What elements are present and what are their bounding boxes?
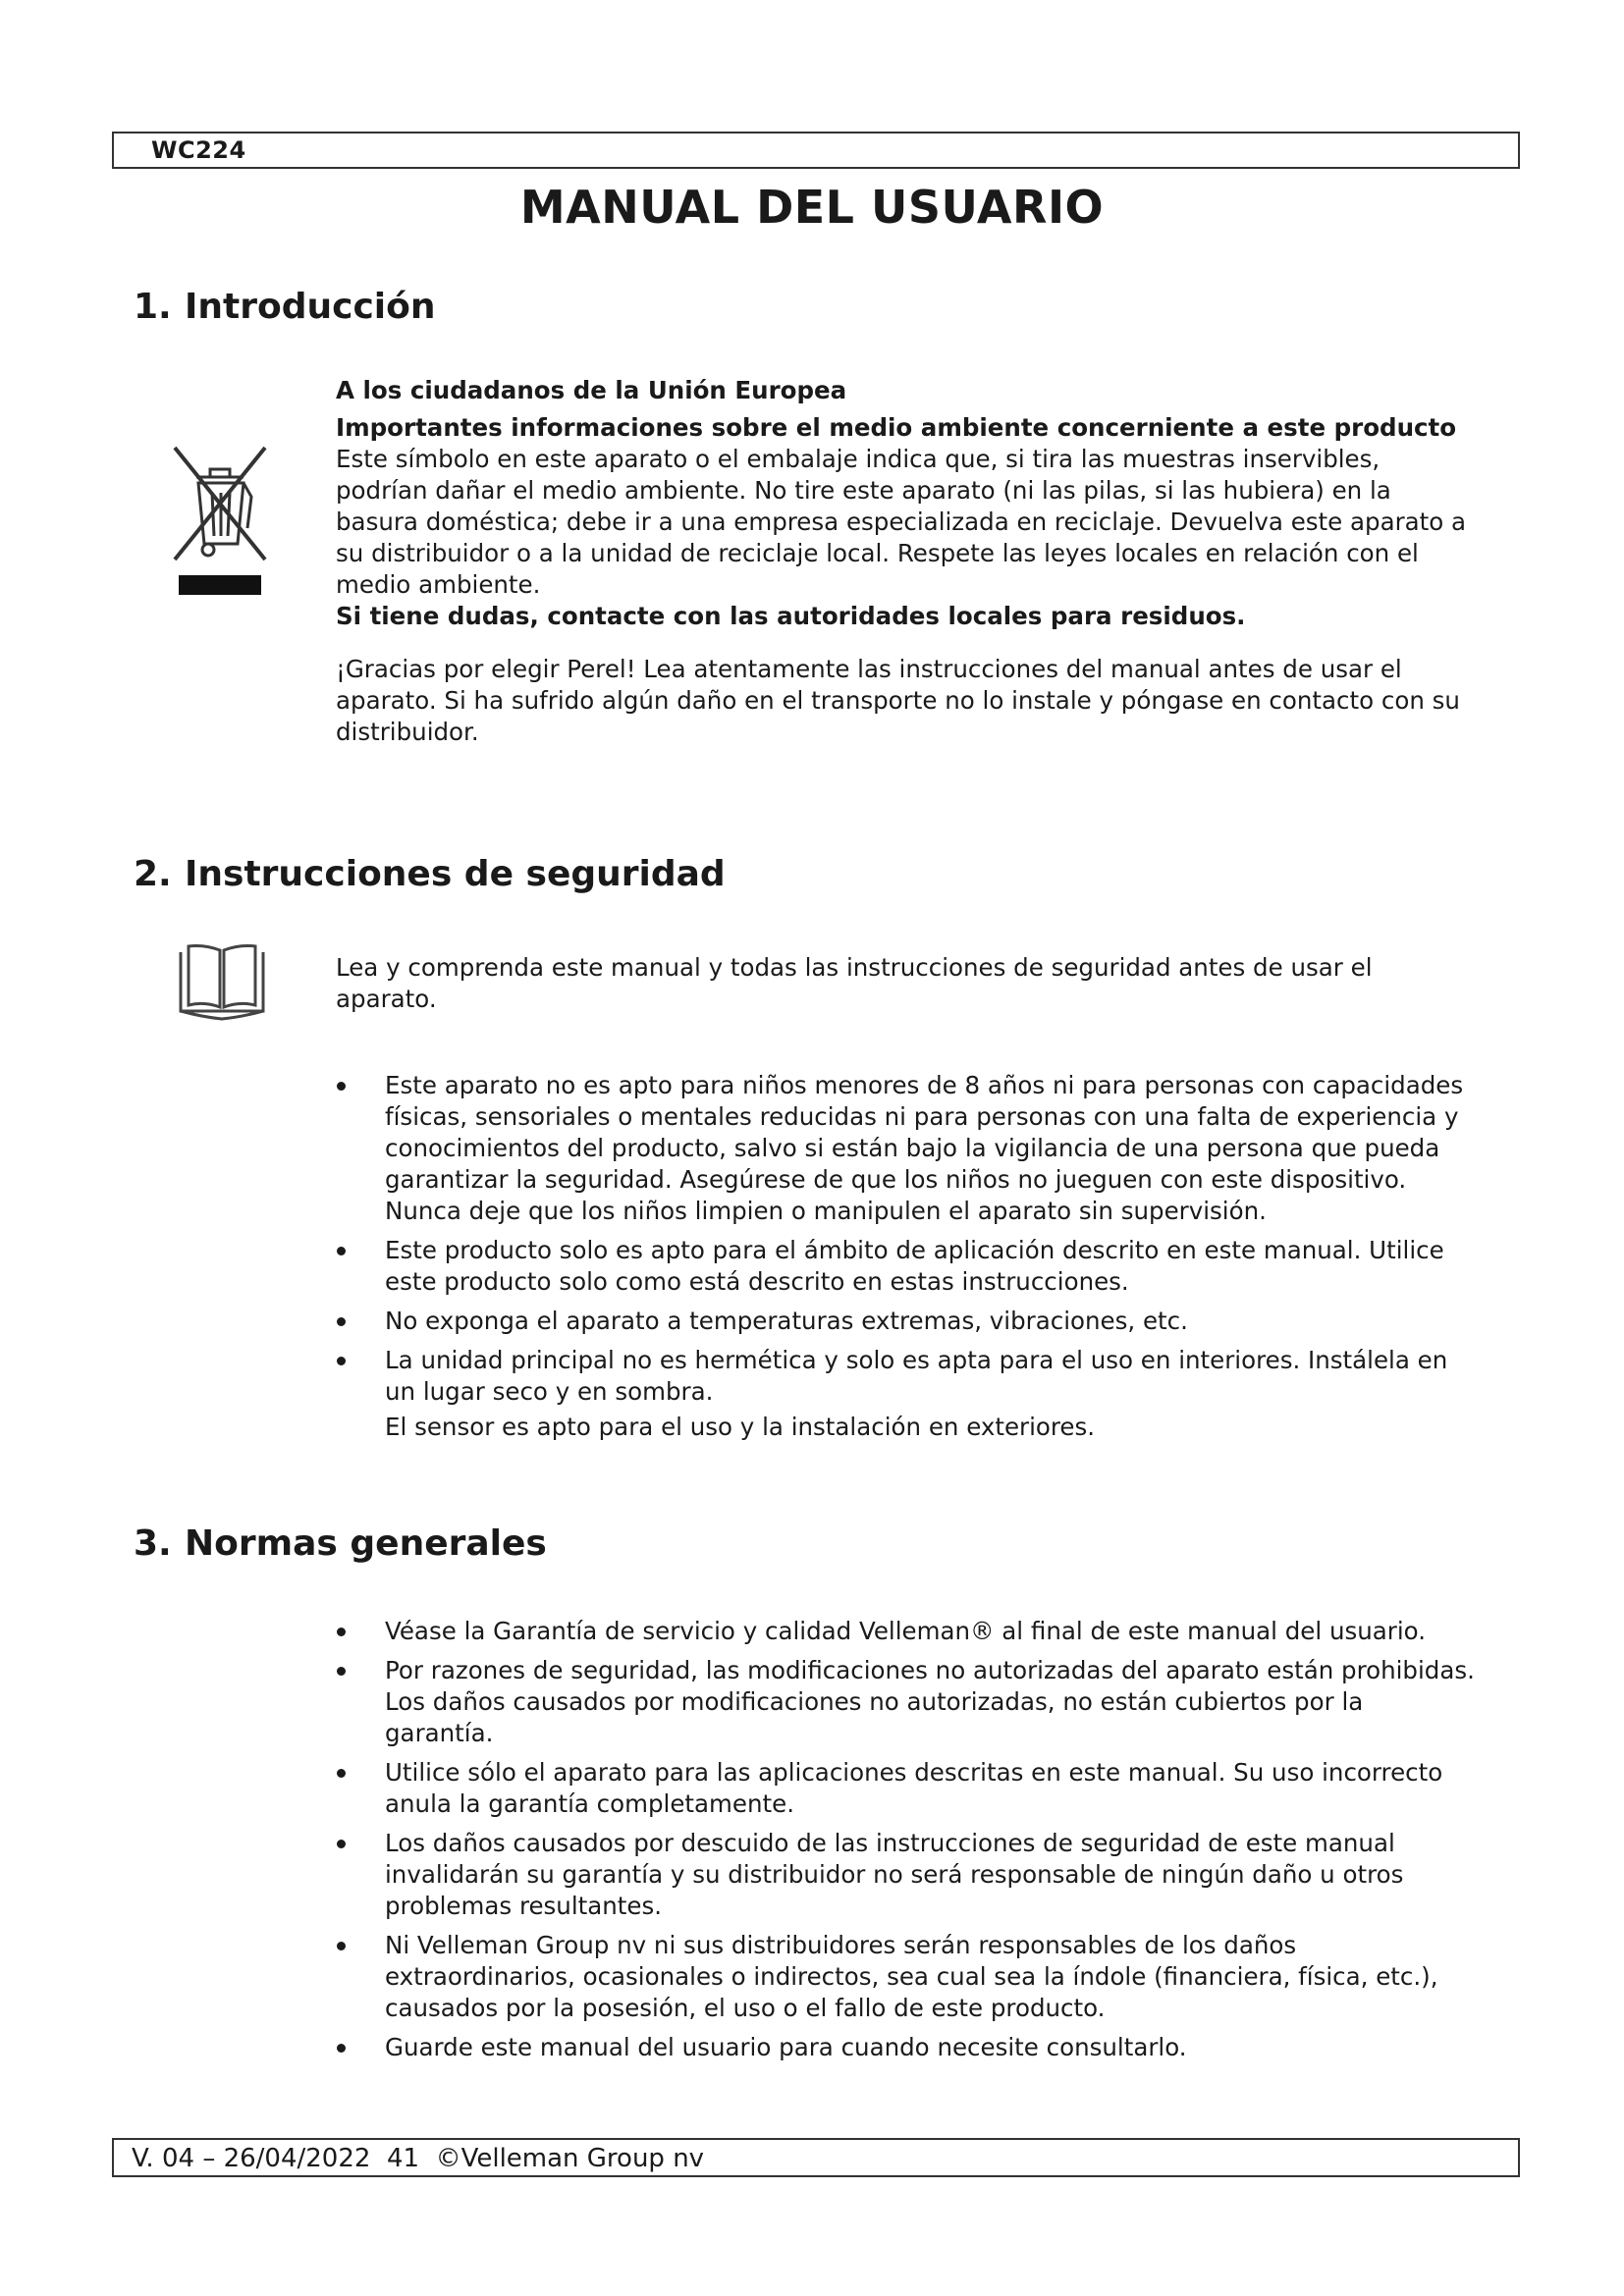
list-item-text: Guarde este manual del usuario para cuando necesite consultarlo.: [385, 2033, 1187, 2061]
thanks-paragraph: ¡Gracias por elegir Perel! Lea atentamente las instrucciones del manual antes de usar el aparato. Si ha sufrido algún daño en el transporte no lo instale y póngase en contacto con su distribuidor.: [336, 655, 1460, 746]
page-title: MANUAL DEL USUARIO: [519, 181, 1105, 234]
bullet-icon: [337, 1667, 346, 1676]
list-item: [336, 1757, 1475, 1820]
safety-intro-text: Lea y comprenda este manual y todas las instrucciones de seguridad antes de usar el aparato.: [336, 953, 1373, 1013]
section-title: Instrucciones de seguridad: [185, 854, 726, 894]
weee-notice: [336, 375, 1475, 748]
bullet-icon: [337, 1942, 346, 1950]
list-item-text: Los daños causados por descuido de las instrucciones de seguridad de este manual invalidarán su garantía y su distribuidor no será responsable de ningún daño u otros problemas resultantes.: [385, 1829, 1404, 1920]
list-item: [336, 1070, 1475, 1227]
list-item: [336, 1235, 1475, 1298]
eu-citizens-heading: A los ciudadanos de la Unión Europea: [336, 376, 847, 404]
environment-text: Este símbolo en este aparato o el embalaje indica que, si tira las muestras inservibles, podrían dañar el medio ambiente. No tire este aparato (ni las pilas, si las hubiera) en la basura doméstica; debe ir a una empresa especializada en reciclaje. Devuelva este aparato a su distribuidor o a la unidad de reciclaje local. Respete las leyes locales en relación con el medio ambiente.: [336, 445, 1467, 599]
document-footer: [112, 2138, 1520, 2177]
crossed-out-wheelie-bin-icon: [165, 438, 275, 600]
bullet-icon: [337, 1317, 346, 1326]
bullet-icon: [337, 2044, 346, 2053]
section-number: 3.: [134, 1523, 172, 1564]
list-item-text: Utilice sólo el aparato para las aplicaciones descritas en este manual. Su uso incorrecto anula la garantía completamente.: [385, 1758, 1443, 1818]
list-item-text: Este producto solo es apto para el ámbito de aplicación descrito en este manual. Utilice este producto solo como está descrito en estas instrucciones.: [385, 1236, 1444, 1296]
environment-heading: Importantes informaciones sobre el medio ambiente concerniente a este producto: [336, 413, 1457, 442]
section-number: 2.: [134, 854, 172, 894]
list-item: [336, 1306, 1475, 1337]
list-item-text: La unidad principal no es hermética y solo es apta para el uso en interiores. Instálela en un lugar seco y en sombra.: [385, 1346, 1448, 1406]
section-number: 1.: [134, 287, 172, 327]
section-heading-normas: [134, 1523, 547, 1564]
safety-intro: [336, 952, 1475, 1015]
list-item: [336, 1616, 1475, 1647]
list-item-text: Este aparato no es apto para niños menores de 8 años ni para personas con capacidades físicas, sensoriales o mentales reducidas ni para personas con una falta de experiencia y conocimientos del producto, salvo si están bajo la vigilancia de una persona que pueda garantizar la seguridad. Asegúrese de que los niños no jueguen con este dispositivo. Nunca deje que los niños limpien o manipulen el aparato sin supervisión.: [385, 1071, 1464, 1225]
section-heading-seguridad: [134, 854, 726, 894]
section-title: Introducción: [185, 287, 436, 327]
bullet-icon: [337, 1357, 346, 1365]
footer-text: V. 04 – 26/04/2022 41 ©Velleman Group nv: [132, 2144, 705, 2173]
sensor-note: El sensor es apto para el uso y la instalación en exteriores.: [385, 1413, 1096, 1441]
general-rules-list: [336, 1616, 1475, 2071]
section-title: Normas generales: [185, 1523, 547, 1564]
environment-contact-note: Si tiene dudas, contacte con las autoridades locales para residuos.: [336, 602, 1246, 630]
list-item-text: No exponga el aparato a temperaturas extremas, vibraciones, etc.: [385, 1307, 1188, 1335]
safety-list: [336, 1070, 1475, 1451]
model-number: WC224: [151, 136, 246, 164]
list-item: [336, 1345, 1475, 1443]
bullet-icon: [337, 1247, 346, 1255]
bullet-icon: [337, 1769, 346, 1778]
list-item-text: Ni Velleman Group nv ni sus distribuidores serán responsables de los daños extraordinarios, ocasionales o indirectos, sea cual sea la índole (financiera, física, etc.), causados por la posesión, el uso o el fallo de este producto.: [385, 1931, 1438, 2022]
list-item-text: Véase la Garantía de servicio y calidad Velleman® al final de este manual del usuario.: [385, 1617, 1427, 1645]
bullet-icon: [337, 1628, 346, 1636]
list-item: [336, 1930, 1475, 2024]
open-book-icon: [173, 940, 271, 1024]
list-item: [336, 2032, 1475, 2063]
bullet-icon: [337, 1082, 346, 1091]
section-heading-introduccion: [134, 287, 436, 327]
list-item: [336, 1828, 1475, 1922]
document-header: [112, 132, 1520, 169]
bullet-icon: [337, 1840, 346, 1848]
list-item: [336, 1655, 1475, 1749]
list-item-text: Por razones de seguridad, las modificaciones no autorizadas del aparato están prohibidas. Los daños causados por modificaciones no autorizadas, no están cubiertos por la garantía.: [385, 1656, 1475, 1747]
